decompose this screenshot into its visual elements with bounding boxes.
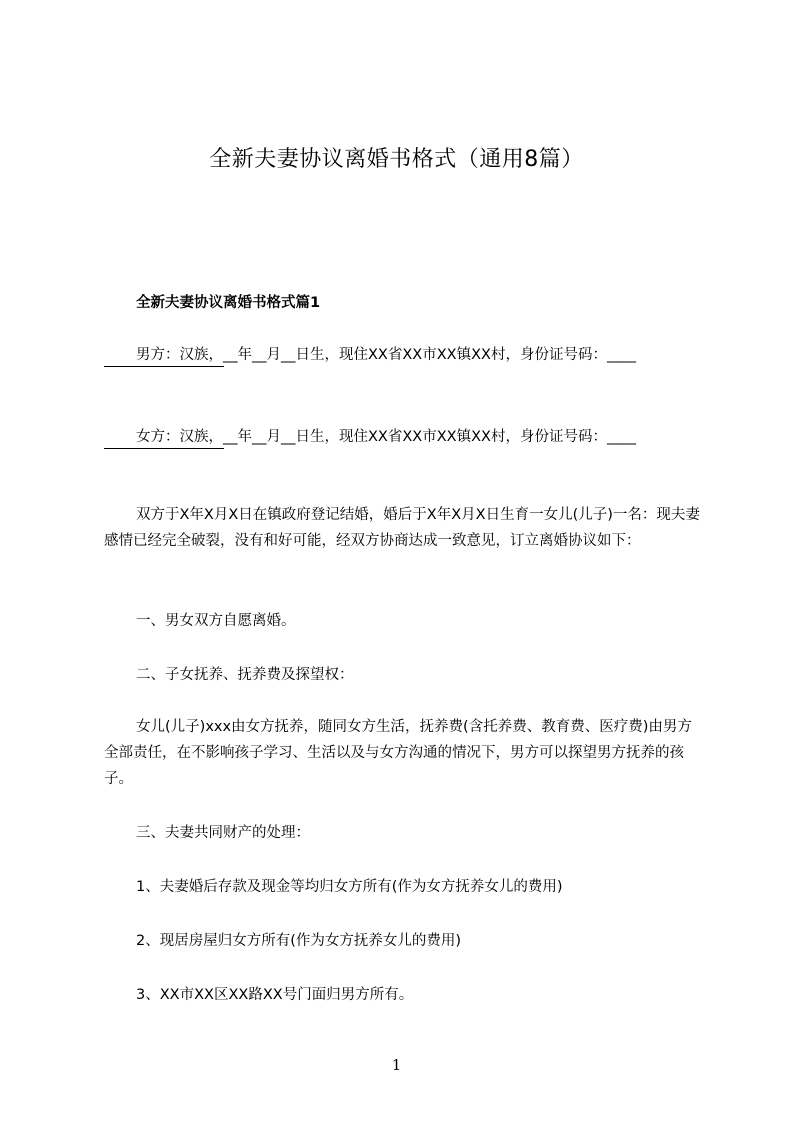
property-item-3: 3、XX市XX区XX路XX号门面归男方所有。 [136,987,414,1003]
wife-info: 女方：汉族，__年__月__日生，现住XX省XX市XX镇XX村，身份证号码：____ [136,429,636,445]
property-item-2: 2、现居房屋归女方所有(作为女方抚养女儿的费用) [136,933,462,949]
wife-id-blank [104,448,224,449]
custody-paragraph: 女儿(儿子)xxx由女方抚养，随同女方生活，抚养费(含托养费、教育费、医疗费)由男方全部责任，在不影响孩子学习、生活以及与女方沟通的情况下，男方可以探望男方抚养的孩子。 [104,719,692,787]
clause-1: 一、男女双方自愿离婚。 [136,613,296,629]
property-item-1: 1、夫妻婚后存款及现金等均归女方所有(作为女方抚养女儿的费用) [136,879,563,895]
document-title: 全新夫妻协议离婚书格式（通用8篇） [209,147,584,172]
intro-paragraph: 双方于X年X月X日在镇政府登记结婚，婚后于X年X月X日生育一女儿(儿子)一名：现夫妻感情已经完全破裂，没有和好可能，经双方协商达成一致意见，订立离婚协议如下： [104,507,700,549]
clause-2: 二、子女抚养、抚养费及探望权： [136,667,354,683]
page-number: 1 [391,1056,402,1074]
husband-id-blank [104,366,224,367]
clause-3: 三、夫妻共同财产的处理： [136,825,310,841]
section-heading: 全新夫妻协议离婚书格式篇1 [136,295,321,311]
husband-info: 男方：汉族，__年__月__日生，现住XX省XX市XX镇XX村，身份证号码：____ [136,347,636,363]
